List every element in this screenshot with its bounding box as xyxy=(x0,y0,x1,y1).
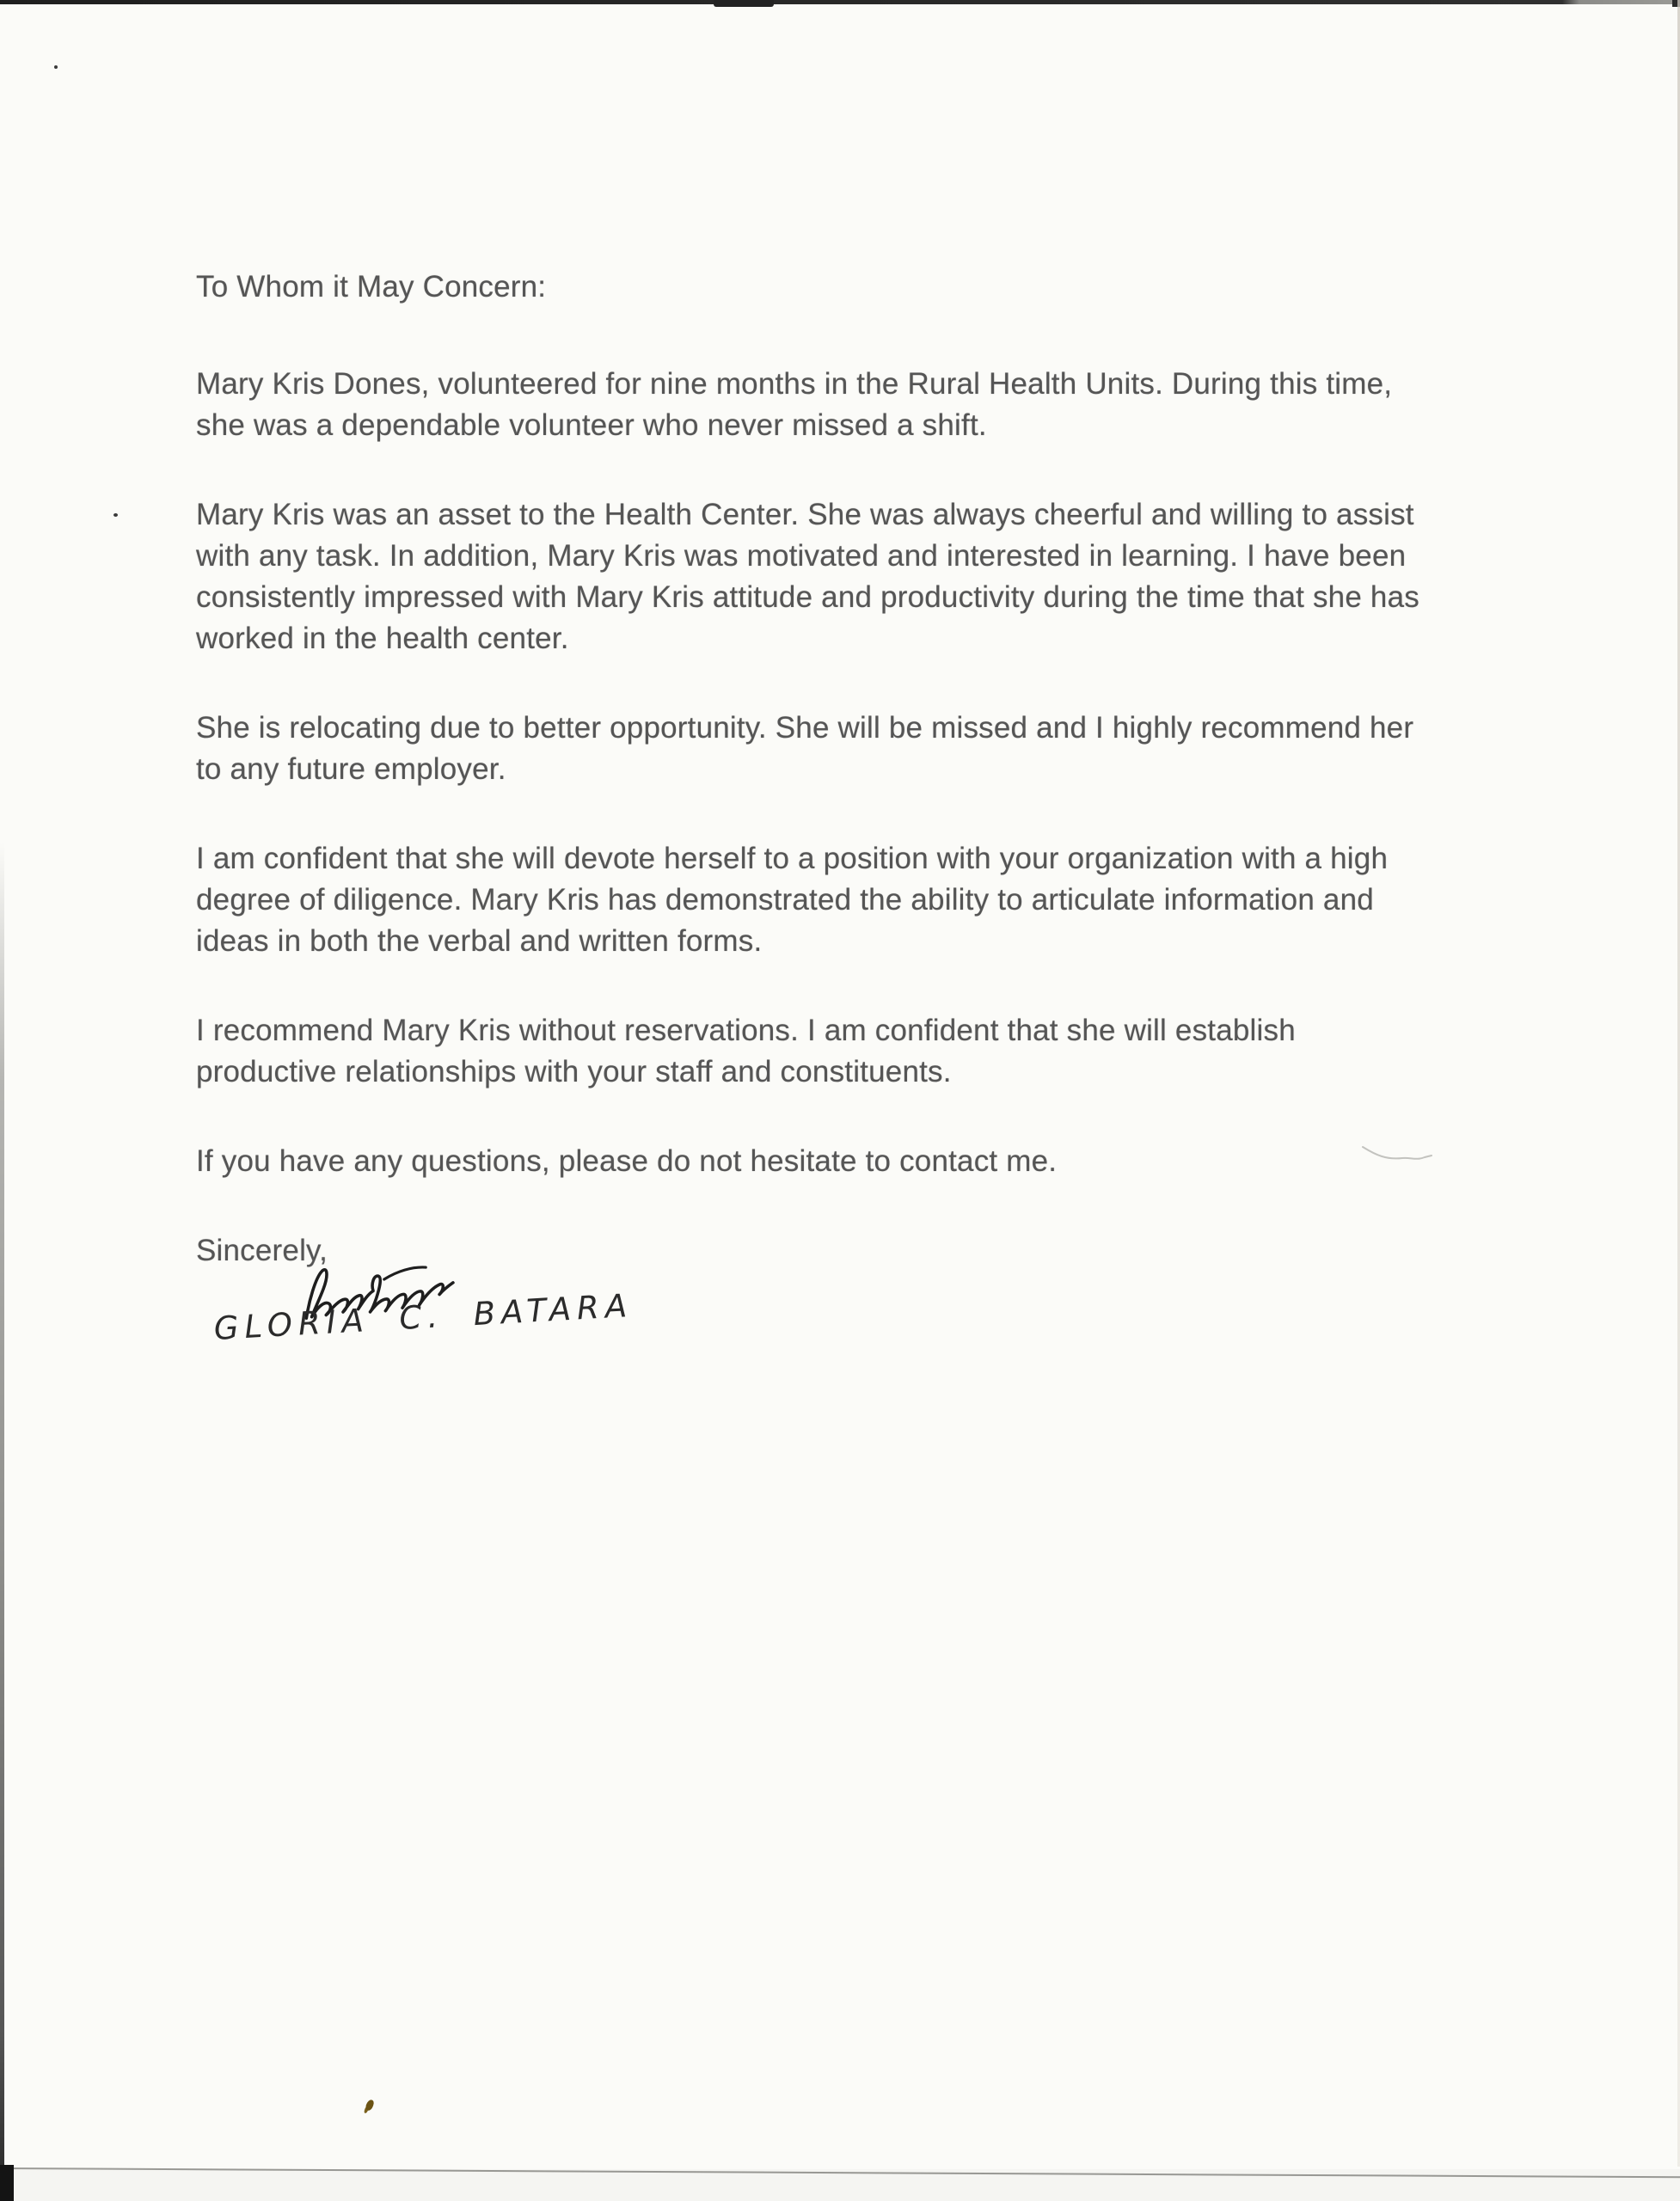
letter-line: she was a dependable volunteer who never missed a shift. xyxy=(196,408,987,442)
letter-line: Mary Kris Dones, volunteered for nine months in the Rural Health Units. During this time, xyxy=(196,367,1393,401)
letter-line: She is relocating due to better opportunity. She will be missed and I highly recommend her xyxy=(196,711,1414,745)
letter-line: degree of diligence. Mary Kris has demonstrated the ability to articulate information and xyxy=(196,883,1374,917)
scan-artifact-dot xyxy=(54,65,58,69)
letter-line: I recommend Mary Kris without reservations. I am confident that she will establish xyxy=(196,1014,1296,1047)
letter-line: ideas in both the verbal and written forms. xyxy=(196,924,763,958)
signature-name: GLORIA C. BATARA xyxy=(212,1286,635,1347)
letter-line: I am confident that she will devote herself to a position with your organization with a high xyxy=(196,842,1389,875)
scan-artifact-top-notch xyxy=(714,0,774,7)
scan-artifact-bottom-band xyxy=(0,2169,1680,2201)
scan-artifact-bottom-left-corner xyxy=(0,2165,14,2201)
letter-line: with any task. In addition, Mary Kris was motivated and interested in learning. I have been xyxy=(196,539,1407,573)
letter-line: to any future employer. xyxy=(196,752,506,786)
paragraph-4 xyxy=(196,838,1486,962)
scan-artifact-left-edge xyxy=(0,843,4,2168)
paragraph-3 xyxy=(196,708,1486,790)
paragraph-2 xyxy=(196,494,1486,659)
letter-body xyxy=(196,267,1486,1272)
letter-line: worked in the health center. xyxy=(196,622,569,655)
letter-line: consistently impressed with Mary Kris attitude and productivity during the time that she has xyxy=(196,580,1419,614)
paragraph-6 xyxy=(196,1141,1486,1182)
paragraph-1 xyxy=(196,364,1486,446)
letter-line: Mary Kris was an asset to the Health Center. She was always cheerful and willing to assist xyxy=(196,498,1414,531)
letter-line: If you have any questions, please do not hesitate to contact me. xyxy=(196,1144,1058,1178)
scan-artifact-dot xyxy=(113,513,118,517)
scan-artifact-speck xyxy=(365,2099,375,2112)
salutation: To Whom it May Concern: xyxy=(196,270,547,303)
paragraph-5 xyxy=(196,1010,1486,1093)
scan-artifact-top-edge xyxy=(0,0,1680,4)
closing: Sincerely, xyxy=(196,1234,328,1267)
letter-line: productive relationships with your staff and constituents. xyxy=(196,1055,952,1088)
